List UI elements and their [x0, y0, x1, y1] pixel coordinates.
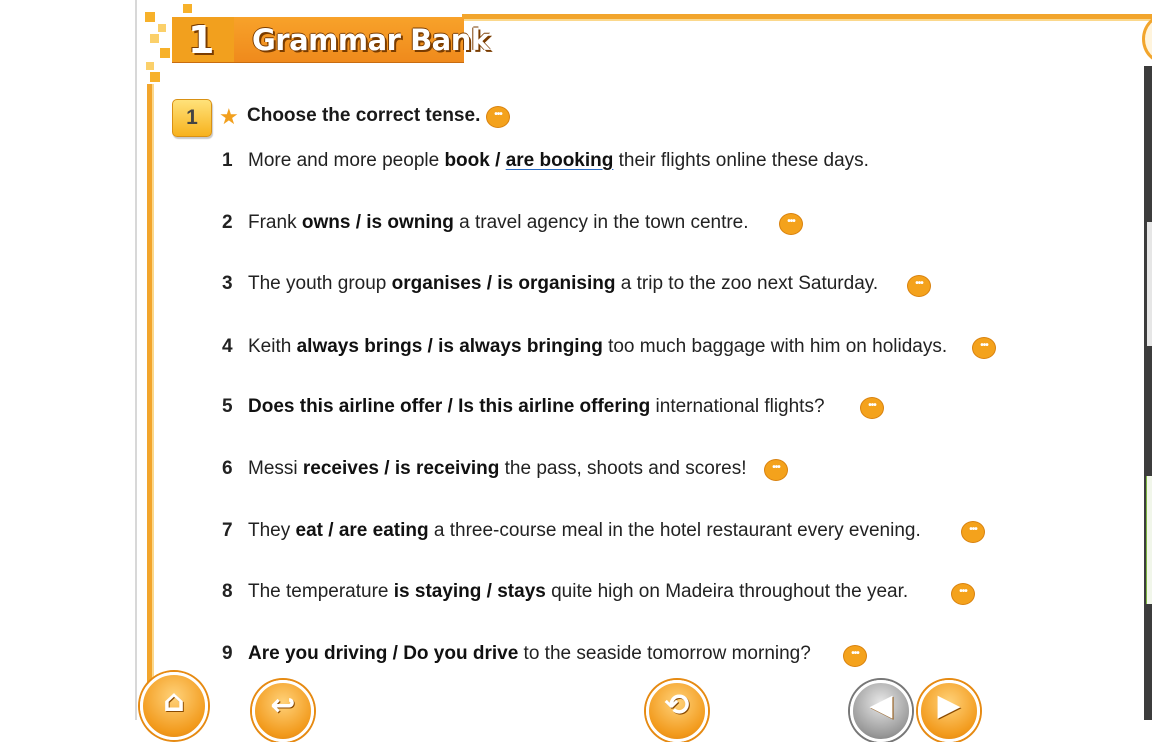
previous-button[interactable]	[850, 680, 912, 742]
item-text: Keith	[248, 336, 297, 357]
audio-dots-icon[interactable]: •••	[961, 521, 985, 543]
page-title: Grammar Bank	[252, 23, 490, 57]
choice-option[interactable]: book /	[444, 150, 506, 171]
choice-options[interactable]: receives / is receiving	[302, 458, 500, 479]
item-text: their flights online these days.	[613, 150, 869, 171]
exercise-item-1	[222, 147, 869, 175]
page-border	[135, 0, 137, 720]
back-arrow-icon: ↩	[270, 688, 296, 723]
item-text: too much baggage with him on holidays.	[602, 336, 948, 357]
choice-options[interactable]: eat / are eating	[295, 520, 429, 541]
item-text: a three-course meal in the hotel restaurant every evening.	[428, 520, 921, 541]
item-number: 8	[222, 581, 233, 602]
audio-dots-icon[interactable]: •••	[764, 459, 788, 481]
item-number: 6	[222, 458, 233, 479]
exercise-item-3	[222, 270, 878, 298]
deco-square	[146, 62, 154, 70]
arrow-right-icon: ▶	[937, 688, 961, 723]
item-text: More and more people	[248, 150, 445, 171]
item-text: The youth group	[248, 273, 392, 294]
star-icon: ★	[219, 104, 239, 129]
answers-icon: ⟲	[664, 688, 690, 723]
item-number: 2	[222, 212, 233, 233]
audio-dots-icon[interactable]: •••	[860, 397, 884, 419]
item-text: a trip to the zoo next Saturday.	[615, 273, 879, 294]
corner-button[interactable]	[1142, 14, 1152, 64]
exercise-item-8	[222, 578, 908, 606]
item-number: 1	[222, 150, 233, 171]
item-text: Messi	[248, 458, 303, 479]
exercise-item-4	[222, 333, 947, 361]
exercise-item-6	[222, 455, 747, 483]
choice-options[interactable]: owns / is owning	[301, 212, 454, 233]
audio-dots-icon[interactable]: •••	[951, 583, 975, 605]
item-text: They	[248, 520, 296, 541]
item-text: quite high on Madeira throughout the year.	[545, 581, 909, 602]
item-text: a travel agency in the town centre.	[453, 212, 749, 233]
item-text: The temperature	[248, 581, 394, 602]
exercise-instruction: Choose the correct tense.	[247, 105, 481, 126]
exercise-item-5	[222, 393, 825, 421]
home-icon: ⌂	[163, 684, 185, 719]
side-panel-section	[1146, 476, 1152, 604]
item-number: 9	[222, 643, 233, 664]
next-button[interactable]	[918, 680, 980, 742]
item-number: 7	[222, 520, 233, 541]
home-button[interactable]	[140, 672, 208, 740]
left-gutter	[0, 0, 136, 720]
side-panel-section	[1147, 222, 1152, 346]
choice-options[interactable]: Are you driving / Do you drive	[248, 643, 519, 664]
choice-options[interactable]: organises / is organising	[391, 273, 616, 294]
arrow-left-icon: ◀	[869, 688, 893, 723]
deco-square	[145, 12, 155, 22]
exercise-item-7	[222, 517, 921, 545]
item-number: 3	[222, 273, 233, 294]
exercise-item-9	[222, 640, 811, 668]
item-number: 5	[222, 396, 233, 417]
choice-options[interactable]: always brings / is always bringing	[296, 336, 603, 357]
deco-square	[150, 34, 159, 43]
unit-number: 1	[188, 18, 215, 62]
content-rule	[147, 84, 154, 724]
item-number: 4	[222, 336, 233, 357]
answers-button[interactable]	[646, 680, 708, 742]
deco-square	[158, 24, 166, 32]
choice-option-selected[interactable]: are booking	[505, 150, 614, 171]
item-text: to the seaside tomorrow morning?	[518, 643, 811, 664]
side-panel	[1144, 66, 1152, 720]
exercise-number-badge: 1	[172, 99, 212, 137]
audio-dots-icon[interactable]: •••	[972, 337, 996, 359]
item-text: the pass, shoots and scores!	[499, 458, 747, 479]
audio-dots-icon[interactable]: •••	[907, 275, 931, 297]
item-text: Frank	[248, 212, 302, 233]
audio-dots-icon[interactable]: •••	[486, 106, 510, 128]
item-text: international flights?	[650, 396, 825, 417]
choice-options[interactable]: Does this airline offer / Is this airline offering	[248, 396, 651, 417]
choice-options[interactable]: is staying / stays	[393, 581, 546, 602]
back-button[interactable]	[252, 680, 314, 742]
exercise-item-2	[222, 209, 749, 237]
audio-dots-icon[interactable]: •••	[779, 213, 803, 235]
audio-dots-icon[interactable]: •••	[843, 645, 867, 667]
header-rule	[462, 14, 1152, 21]
deco-square	[160, 48, 170, 58]
deco-square	[183, 4, 192, 13]
deco-square	[150, 72, 160, 82]
